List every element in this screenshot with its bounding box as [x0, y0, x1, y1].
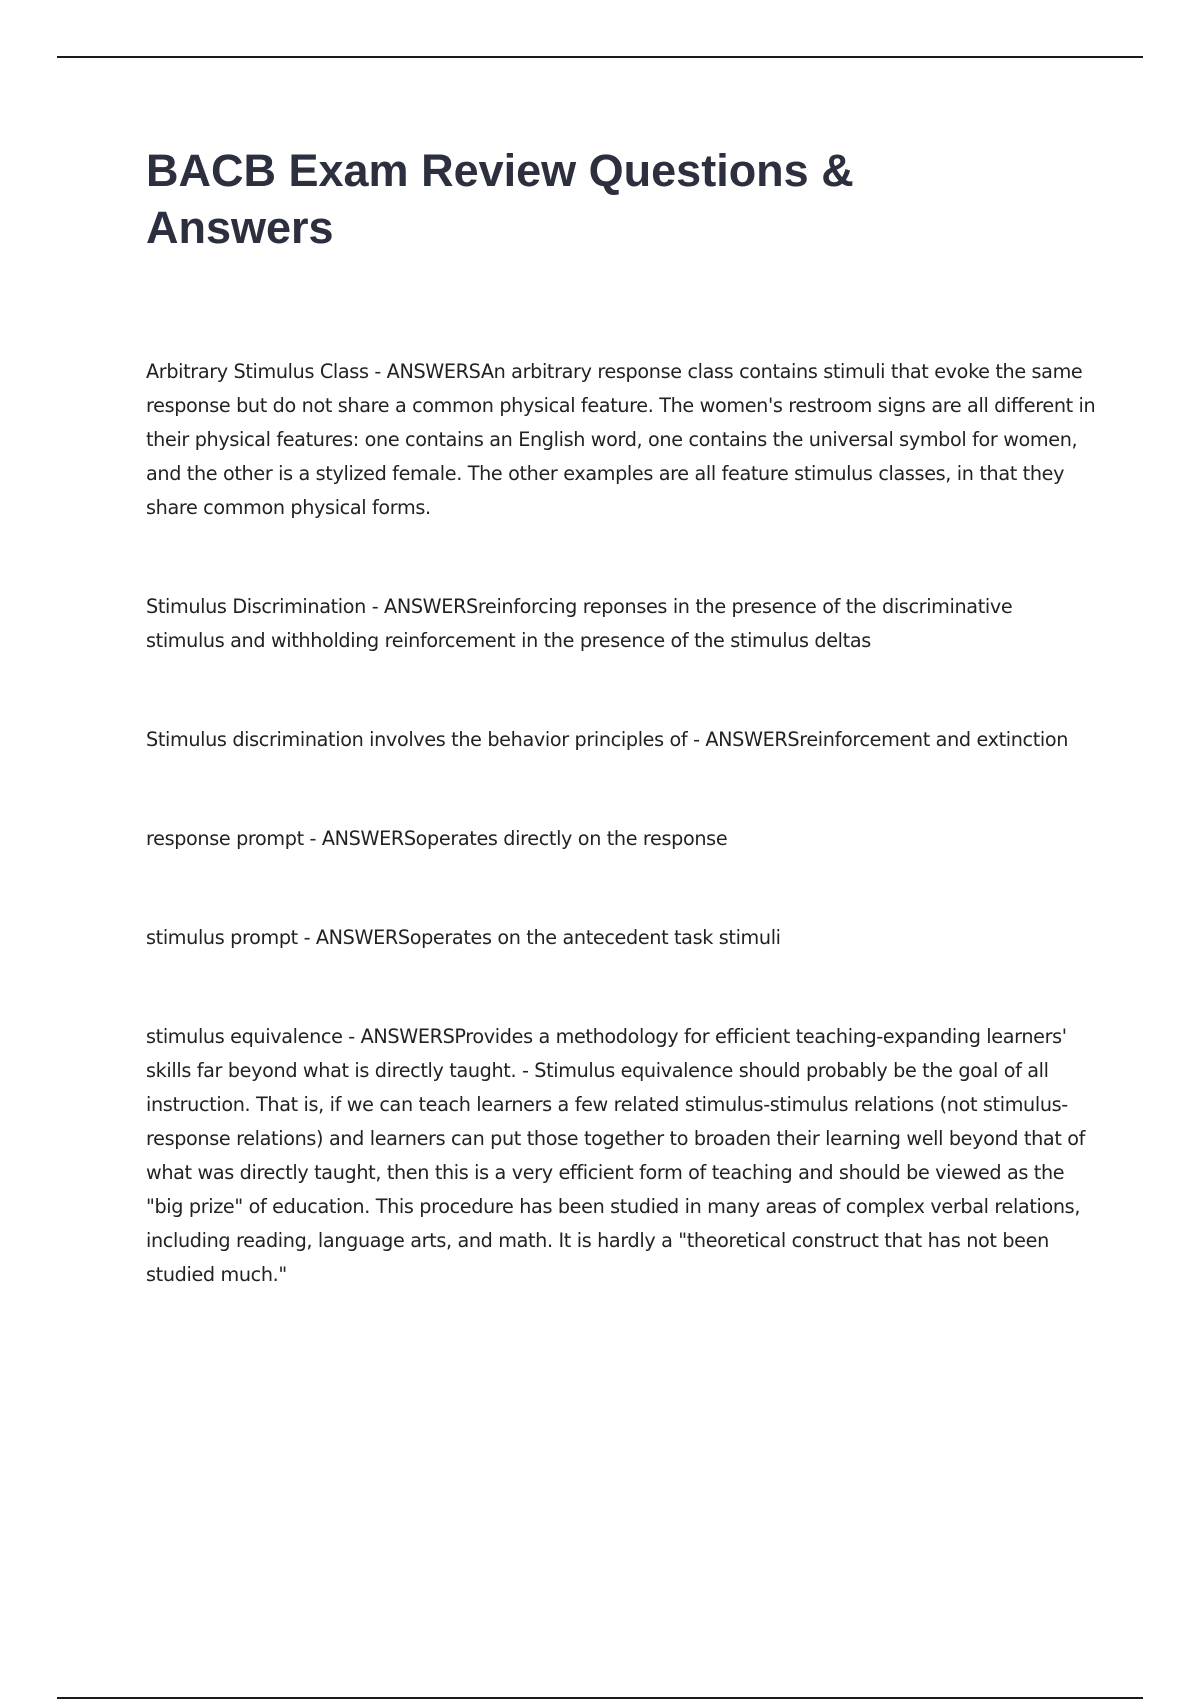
- qa-item-response-prompt: response prompt - ANSWERSoperates directly on the response: [146, 827, 728, 850]
- qa-list: [146, 355, 1096, 1292]
- qa-item-stimulus-discrimination: Stimulus Discrimination - ANSWERSreinforcing reponses in the presence of the discriminative stimulus and withholding reinforcement in the presence of the stimulus deltas: [146, 595, 1013, 652]
- qa-item-arbitrary-stimulus-class: Arbitrary Stimulus Class - ANSWERSAn arbitrary response class contains stimuli that evoke the same response but do not share a common physical feature. The women's restroom signs are all different in their physical features: one contains an English word, one contains the universal symbol for women, and the other is a stylized female. The other examples are all feature stimulus classes, in that they share common physical forms.: [146, 360, 1096, 519]
- qa-item-stimulus-prompt: stimulus prompt - ANSWERSoperates on the antecedent task stimuli: [146, 926, 781, 949]
- bottom-rule: [57, 1697, 1143, 1699]
- qa-item-discrimination-principles: Stimulus discrimination involves the behavior principles of - ANSWERSreinforcement and extinction: [146, 728, 1069, 751]
- top-rule: [57, 56, 1143, 58]
- document-title: BACB Exam Review Questions & Answers: [146, 145, 854, 253]
- qa-item-stimulus-equivalence: stimulus equivalence - ANSWERSProvides a methodology for efficient teaching-expanding learners' skills far beyond what is directly taught. - Stimulus equivalence should probably be the goal of all instruction. That is, if we can teach learners a few related stimulus-stimulus relations (not stimulus-response relations) and learners can put those together to broaden their learning well beyond that of what was directly taught, then this is a very efficient form of teaching and should be viewed as the "big prize" of education. This procedure has been studied in many areas of complex verbal relations, including reading, language arts, and math. It is hardly a "theoretical construct that has not been studied much.": [146, 1025, 1086, 1286]
